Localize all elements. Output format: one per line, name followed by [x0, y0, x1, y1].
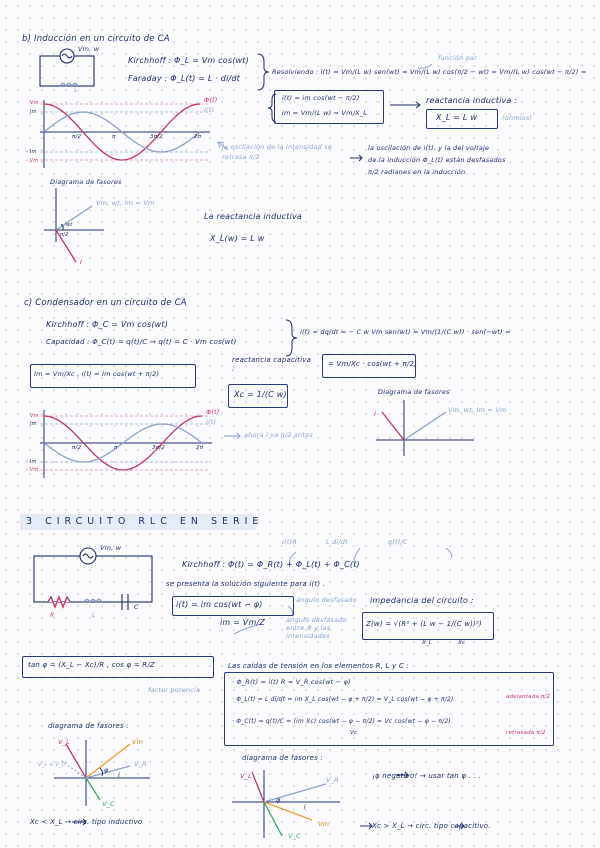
- s1-src-label: Vm, w: [78, 45, 100, 53]
- s3-f1-vl: V_L: [58, 738, 70, 746]
- s3-factor: factor potencia: [148, 686, 201, 694]
- s1-reac-eq: X_L(w) = L w: [210, 234, 265, 243]
- s3-f2-vr: V_R: [326, 776, 339, 784]
- s2-tick-1: π/2: [72, 445, 82, 451]
- s3-caidas: Las caídas de tensión en los elementos R, L y C :: [228, 662, 409, 670]
- s3-eq-r: · Φ_R(t) = i(t) R = V_R cos(wt − φ): [232, 678, 351, 686]
- s3-tan-eq: tan φ = (X_L − Xc)/R , cos φ = R/Z: [28, 661, 155, 669]
- s2-tick-4: 2π: [196, 445, 204, 451]
- s1-paridad: función par: [438, 54, 478, 62]
- s2-react-label: reactancia capacitiva :: [232, 356, 312, 373]
- s2-title: c) Condensador en un circuito de CA: [24, 298, 187, 308]
- s3-f2-vl: V_L: [240, 772, 252, 780]
- s1-fasor-vm: Vm, wt, Im = Vm: [96, 199, 155, 207]
- s3-f2-vm: Vm: [318, 820, 330, 828]
- s3-it-eq: i(t) = im cos(wt − φ): [176, 600, 263, 609]
- s3-l-label: L: [92, 612, 96, 619]
- s3-z-eq: Z(w) = √(R² + (L w − 1/(C w))²): [366, 620, 482, 628]
- s2-im: Im: [30, 421, 37, 427]
- s1-im: Im: [30, 109, 37, 115]
- ind-graph: [40, 100, 210, 168]
- s1-tick-2: π: [112, 134, 116, 140]
- s1-resolviendo: Resolviendo : i(t) = Vm/(L w) sen(wt) = Vm/(L w) cos(π/2 − wt) = Vm/(L w) cos(wt − π/2) =: [272, 68, 587, 76]
- s1-neg-vm: - Vm: [26, 158, 39, 164]
- brace-1: [258, 54, 269, 90]
- s3-f2-phi: φ: [276, 796, 281, 804]
- s3-c-label: C: [134, 604, 139, 611]
- s3-top-3: q(t)/C: [388, 538, 408, 546]
- s3-top-1: i(t)R: [282, 538, 297, 546]
- s2-fasor-i: I: [374, 410, 377, 418]
- s2-vm: Vm: [30, 413, 39, 419]
- s1-sys2: im = Vm/(L w) = Vm/X_L: [282, 109, 368, 117]
- s3-eq-l: · Φ_L(t) = L di/dt = im X_L cos(wt − φ + π/2) = V_L cos(wt − φ + π/2): [232, 696, 454, 703]
- s2-im-eq: Im = Vm/Xc , i(t) = Im cos(wt + π/2): [34, 370, 160, 378]
- rlc-circuit: [34, 548, 152, 610]
- s1-title: b) Inducción en un circuito de CA: [22, 34, 170, 44]
- cap-graph: [40, 410, 212, 478]
- s1-faraday: Faraday : Φ_L(t) = L · di/dt: [128, 74, 241, 83]
- s3-f1-vr: V_R: [134, 760, 147, 768]
- s3-xl-sub: X_L: [422, 640, 433, 646]
- s1-sys1: i(t) = im cos(wt − π/2): [282, 94, 360, 102]
- s3-eq-c: · Φ_C(t) = q(t)/C = (im Xc) cos(wt − φ − π/2) = Vc cos(wt − φ − π/2): [232, 718, 451, 725]
- s3-cond2: Xc > X_L → circ. tipo capacitivo.: [372, 822, 491, 830]
- s1-coil-label: L: [74, 86, 78, 94]
- ind-phasor: [44, 188, 104, 262]
- s3-fasores2: diagrama de fasores :: [242, 754, 323, 762]
- s3-src: Vm, w: [100, 544, 122, 552]
- s2-xc-eq: Xc = 1/(C w): [234, 390, 287, 399]
- s3-title: 3 CIRCUITO RLC EN SERIE: [26, 516, 264, 527]
- s1-vm: Vm: [30, 100, 39, 106]
- s3-cond1: Xc < X_L → circ. tipo inductivo: [30, 818, 143, 826]
- s2-phi-label: Φ(t): [206, 408, 220, 416]
- s1-note1: la oscilación de la intensidad se retrasa π/2: [222, 143, 333, 161]
- s2-fasor-vm: Vm, wt, Im = Vm: [448, 406, 507, 414]
- s3-angulo2: ángulo desfasado entre Φ y las intensidades: [286, 616, 347, 640]
- s1-neg-im: - Im: [26, 149, 37, 155]
- s3-eq-l-note: adelantada π/2: [506, 694, 551, 700]
- s3-top-2: L di/dt: [326, 538, 348, 546]
- s3-f1-vlvc: V_L + V_C: [38, 762, 66, 768]
- s2-neg-vm: - Vm: [26, 467, 39, 473]
- s2-cos-eq: = Vm/Xc · cos(wt + π/2): [328, 360, 418, 368]
- s1-note2b: de la inducción Φ_L(t) están desfasados: [368, 156, 506, 164]
- s3-f2-vc: V_C: [288, 832, 301, 840]
- s1-kirchhoff: Kirchhoff : Φ_L = Vm cos(wt): [128, 56, 249, 65]
- s3-eq-c-note: retrasada π/2: [506, 730, 546, 736]
- s2-it: i(t) = dq/dt = − C w Vm sen(wt) = Vm/(1/(C w)) · sen(−wt) =: [300, 328, 511, 336]
- s3-f1-i: I: [118, 772, 120, 779]
- s2-i-label: i(t): [206, 418, 217, 426]
- s2-ahora: ahora i va π/2 antes: [244, 431, 313, 439]
- s1-i-label: i(t): [204, 106, 215, 114]
- s1-tick-3: 3π/2: [150, 134, 163, 140]
- s3-im-eq: im = Vm/Z: [220, 618, 266, 627]
- s3-imp-label: impedancia del circuito :: [370, 596, 474, 605]
- s2-fasores-title: Diagrama de fasores: [378, 388, 450, 396]
- s1-tick-4: 2π: [194, 134, 202, 140]
- s1-fasores-title: Diagrama de fasores: [50, 178, 122, 186]
- s1-fasor-pi2: π/2: [60, 232, 69, 238]
- s1-tick-1: π/2: [72, 134, 82, 140]
- s1-ohms: (ohmios): [502, 114, 533, 122]
- s1-reac-text: La reactancia inductiva: [204, 212, 303, 221]
- s1-fasor-wt: wt: [66, 222, 73, 228]
- inductor-circuit: [40, 49, 94, 86]
- s2-neg-im: - Im: [26, 459, 37, 465]
- s1-note2c: π/2 radianes en la inducción.: [368, 168, 468, 176]
- s1-react-eq: X_L = L w: [436, 113, 478, 122]
- s3-f2-i: I: [304, 804, 306, 811]
- s2-tick-3: 3π/2: [152, 445, 165, 451]
- s2-tick-2: π: [114, 445, 118, 451]
- s3-xc-sub: Xc: [458, 640, 466, 646]
- s3-phi-neg: ¡φ negativo! → usar tan φ . . .: [372, 772, 481, 780]
- s3-f1-phi: φ: [104, 766, 109, 774]
- s1-phi-label: Φ(t): [204, 96, 218, 104]
- s1-note2a: la oscilación de i(t), y la del voltaje: [368, 144, 490, 152]
- s1-react-label: reactancia inductiva :: [426, 96, 518, 105]
- s3-fasores1: diagrama de fasores :: [48, 722, 129, 730]
- s2-kirchhoff: Kirchhoff : Φ_C = Vm cos(wt): [46, 320, 169, 329]
- rlc-phasor-1: [54, 740, 150, 806]
- s3-r-label: R: [50, 612, 55, 619]
- s3-angulo: ángulo desfasado: [296, 596, 357, 604]
- s3-kirchhoff: Kirchhoff : Φ(t) = Φ_R(t) + Φ_L(t) + Φ_C(t): [182, 560, 360, 569]
- s3-f1-vm: Vm: [132, 738, 144, 746]
- s3-presenta: se presenta la solución siguiente para i(t) .: [166, 580, 326, 588]
- s1-fasor-i: I: [80, 258, 83, 266]
- s2-capacidad: Capacidad : Φ_C(t) = q(t)/C → q(t) = C · Vm cos(wt): [46, 338, 237, 346]
- s3-f1-vc: V_C: [102, 800, 115, 808]
- s3-eq-c-sub: Vc: [350, 730, 358, 736]
